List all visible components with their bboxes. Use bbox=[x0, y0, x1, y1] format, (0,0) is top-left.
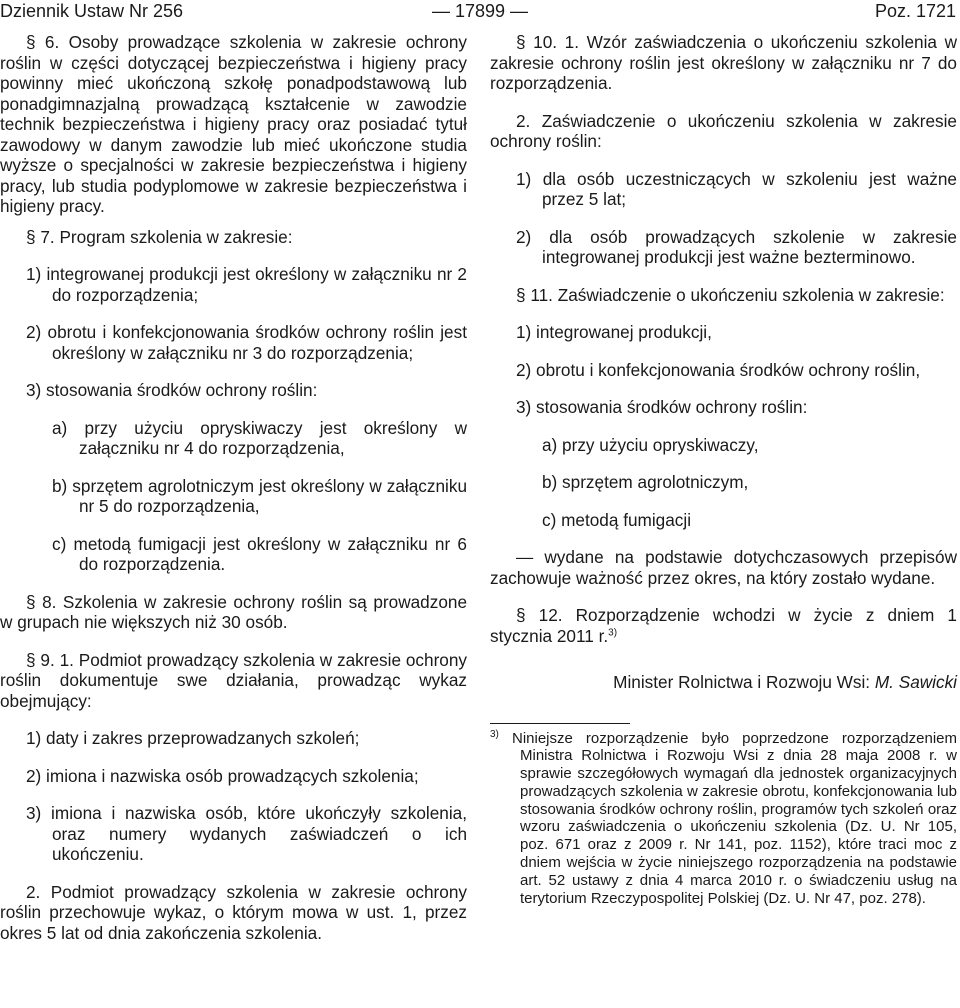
paragraph-7: § 7. Program szkolenia w zakresie: bbox=[26, 226, 293, 247]
paragraph-10-item-1: 1) dla osób uczestniczących w szkoleniu jest ważne przez 5 lat; bbox=[516, 168, 957, 209]
paragraph-9-item-2: 2) imiona i nazwiska osób prowadzących szkolenia; bbox=[26, 765, 419, 786]
paragraph-11: § 11. Zaświadczenie o ukończeniu szkolenia w zakresie: bbox=[516, 284, 945, 305]
footnote-text: Niniejsze rozporządzenie było poprzedzone rozporządzeniem Ministra Rolnictwa i Rozwoju Wsi z dnia 28 maja 2008 r. w sprawie szczegółowych wymagań dla jednostek organizacyjnych prowadzących szkolenia w zakresie obrotu, konfekcjonowania lub stosowania środków ochrony roślin, programów tych szkoleń oraz wzoru zaświadczenia o ukończeniu szkolenia (Dz. U. Nr 105, poz. 671 oraz z 2009 r. Nr 141, poz. 1152), które traci moc z dniem wejścia w życie niniejszego rozporządzenia na podstawie art. 52 ustawy z dnia 4 marca 2010 r. o świadczeniu usług na terytorium Rzeczypospolitej Polskiej (Dz. U. Nr 47, poz. 278). bbox=[511, 729, 957, 907]
footnote-divider bbox=[490, 723, 630, 724]
footnote bbox=[490, 730, 957, 908]
paragraph-7-item-3c: c) metodą fumigacji jest określony w załączniku nr 6 do rozporządzenia. bbox=[52, 533, 467, 574]
paragraph-12-text: § 12. Rozporządzenie wchodzi w życie z dniem 1 stycznia 2011 r. bbox=[490, 605, 957, 646]
paragraph-8: § 8. Szkolenia w zakresie ochrony roślin są prowadzone w grupach nie większych niż 30 osób. bbox=[0, 591, 467, 632]
paragraph-9: § 9. 1. Podmiot prowadzący szkolenia w zakresie ochrony roślin dokumentuje swe działania, prowadząc wykaz obejmujący: bbox=[0, 649, 467, 711]
page-number: — 17899 — bbox=[431, 1, 529, 21]
paragraph-11-item-3a: a) przy użyciu opryskiwaczy, bbox=[542, 434, 759, 455]
journal-title: Dziennik Ustaw Nr 256 bbox=[0, 1, 184, 21]
paragraph-7-item-2: 2) obrotu i konfekcjonowania środków ochrony roślin jest określony w załączniku nr 3 do rozporządzenia; bbox=[26, 322, 467, 363]
position-number: Poz. 1721 bbox=[874, 1, 956, 21]
signature-title: Minister Rolnictwa i Rozwoju Wsi: bbox=[613, 672, 875, 692]
page-header bbox=[0, 0, 960, 32]
footnote-reference: 3) bbox=[608, 626, 618, 638]
paragraph-7-item-3: 3) stosowania środków ochrony roślin: bbox=[26, 380, 318, 400]
paragraph-9-section-2: 2. Podmiot prowadzący szkolenia w zakresie ochrony roślin przechowuje wykaz, o którym mowa w ust. 1, przez okres 5 lat od dnia zakończenia szkolenia. bbox=[0, 881, 467, 943]
paragraph-11-item-3c: c) metodą fumigacji bbox=[542, 509, 692, 530]
paragraph-11-item-3b: b) sprzętem agrolotniczym, bbox=[542, 472, 749, 492]
left-column bbox=[0, 32, 467, 943]
signature-name: M. Sawicki bbox=[874, 672, 957, 692]
paragraph-6: § 6. Osoby prowadzące szkolenia w zakresie ochrony roślin w części dotyczącej bezpieczeństwa i higieny pracy powinny mieć ukończoną szkołę ponadpodstawową lub ponadgimnazjalną prowadzącą kształcenie w zawodzie technik bezpieczeństwa i higieny pracy oraz posiadać tytuł zawodowy w danym zawodzie lub mieć ukończone studia wyższe o specjalności w zakresie bezpieczeństwa i higieny pracy, lub studia podyplomowe w zakresie bezpieczeństwa i higieny pracy. bbox=[0, 32, 467, 216]
paragraph-10-item-2: 2) dla osób prowadzących szkolenie w zakresie integrowanej produkcji jest ważne bezterminowo. bbox=[516, 226, 957, 267]
paragraph-9-item-3: 3) imiona i nazwiska osób, które ukończyły szkolenia, oraz numery wydanych zaświadczeń o ich ukończeniu. bbox=[26, 803, 467, 864]
paragraph-7-item-1: 1) integrowanej produkcji jest określony w załączniku nr 2 do rozporządzenia; bbox=[26, 264, 467, 305]
paragraph-7-item-3b: b) sprzętem agrolotniczym jest określony w załączniku nr 5 do rozporządzenia, bbox=[52, 475, 467, 516]
paragraph-10-section-1: § 10. 1. Wzór zaświadczenia o ukończeniu szkolenia w zakresie ochrony roślin jest określony w załączniku nr 7 do rozporządzenia. bbox=[490, 32, 957, 93]
paragraph-11-item-2: 2) obrotu i konfekcjonowania środków ochrony roślin, bbox=[516, 359, 921, 380]
signature bbox=[490, 672, 957, 693]
paragraph-11-closing: — wydane na podstawie dotychczasowych przepisów zachowuje ważność przez okres, na który zostało wydane. bbox=[490, 547, 957, 588]
paragraph-11-item-1: 1) integrowanej produkcji, bbox=[516, 322, 712, 342]
right-column bbox=[490, 32, 957, 907]
paragraph-11-item-3: 3) stosowania środków ochrony roślin: bbox=[516, 397, 808, 417]
footnote-mark: 3) bbox=[490, 728, 499, 740]
paragraph-12 bbox=[490, 605, 957, 646]
paragraph-9-item-1: 1) daty i zakres przeprowadzanych szkoleń; bbox=[26, 728, 360, 748]
paragraph-10-section-2: 2. Zaświadczenie o ukończeniu szkolenia w zakresie ochrony roślin: bbox=[490, 110, 957, 151]
paragraph-7-item-3a: a) przy użyciu opryskiwaczy jest określony w załączniku nr 4 do rozporządzenia, bbox=[52, 417, 467, 458]
